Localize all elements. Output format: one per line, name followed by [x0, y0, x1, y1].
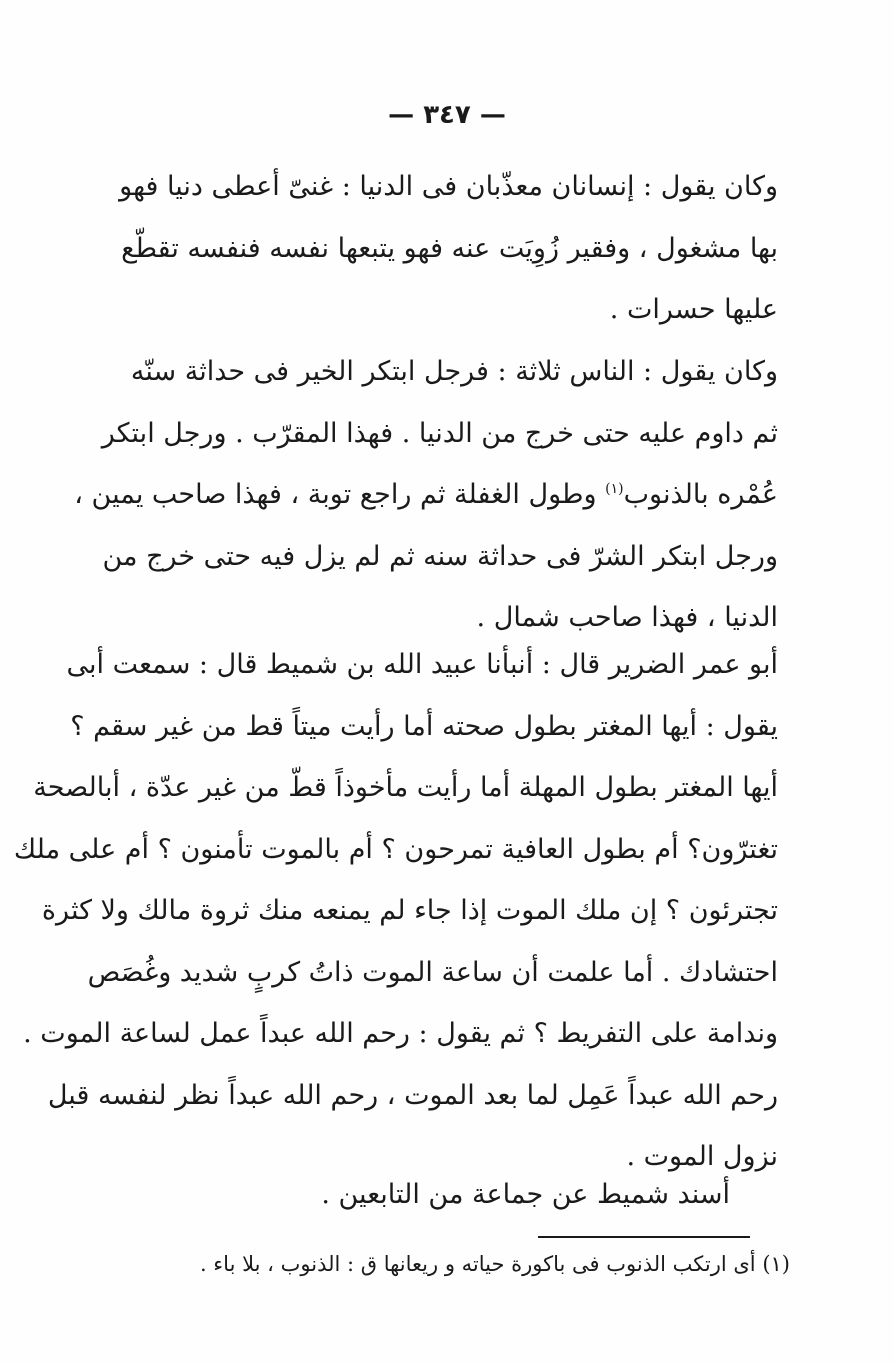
text-line: وكان يقول : إنسانان معذّبان فى الدنيا : غنىّ أعطى دنيا فهو — [119, 171, 778, 202]
paragraph-3 — [13, 634, 778, 1188]
text-line: أسند شميط عن جماعة من التابعين . — [321, 1179, 730, 1210]
paragraph-1 — [119, 156, 778, 341]
text-line: أبو عمر الضرير قال : أنبأنا عبيد الله بن شميط قال : سمعت أبى — [66, 649, 778, 680]
text-fragment: عُمْره بالذنوب — [623, 479, 778, 510]
text-line: الدنيا ، فهذا صاحب شمال . — [476, 602, 778, 633]
text-line: يقول : أيها المغتر بطول صحته أما رأيت ميتاً قط من غير سقم ؟ — [70, 710, 778, 742]
paragraph-4 — [128, 1164, 778, 1226]
footnote: (١) أى ارتكب الذنوب فى باكورة حياته و ريعانها ق : الذنوب ، بلا باء . — [199, 1252, 790, 1276]
footnote-divider — [538, 1236, 750, 1238]
text-line: نزول الموت . — [626, 1141, 778, 1172]
page-number: — ٣٤٧ — — [388, 100, 506, 130]
footnote-marker: (١) — [605, 481, 624, 497]
text-line: أيها المغتر بطول المهلة أما رأيت مأخوذاً قطّ من غير عدّة ، أبالصحة — [33, 772, 778, 803]
text-line: عليها حسرات . — [609, 294, 778, 325]
text-line: احتشادك . أما علمت أن ساعة الموت ذاتُ كربٍ شديد وغُصَص — [87, 956, 778, 988]
text-line: وكان يقول : الناس ثلاثة : فرجل ابتكر الخير فى حداثة سنّه — [130, 356, 778, 387]
text-line: بها مشغول ، وفقير زُوِيَت عنه فهو يتبعها نفسه فنفسه تقطّع — [121, 232, 778, 264]
text-line: ثم داوم عليه حتى خرج من الدنيا . فهذا المقرّب . ورجل ابتكر — [101, 417, 778, 449]
text-line: وندامة على التفريط ؟ ثم يقول : رحم الله عبداً عمل لساعة الموت . — [23, 1018, 778, 1049]
paragraph-2 — [74, 341, 778, 649]
text-line — [74, 464, 778, 526]
text-fragment: وطول الغفلة ثم راجع توبة ، فهذا صاحب يمين ، — [74, 479, 597, 510]
text-line: رحم الله عبداً عَمِل لما بعد الموت ، رحم الله عبداً نظر لنفسه قبل — [47, 1079, 778, 1111]
text-line: تجترئون ؟ إن ملك الموت إذا جاء لم يمنعه منك ثروة مالك ولا كثرة — [41, 895, 778, 926]
text-line: ورجل ابتكر الشرّ فى حداثة سنه ثم لم يزل فيه حتى خرج من — [102, 540, 778, 572]
text-line: تغترّون؟ أم بطول العافية تمرحون ؟ أم بالموت تأمنون ؟ أم على ملك — [13, 833, 778, 865]
